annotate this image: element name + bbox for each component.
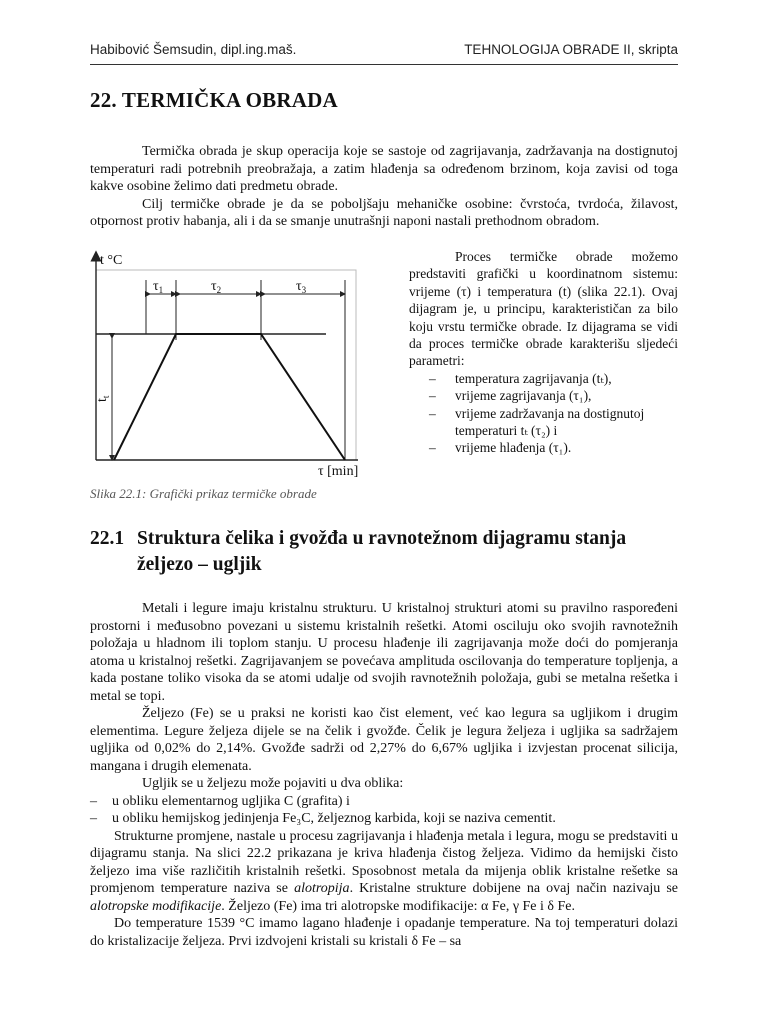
- tau2-label: τ: [211, 279, 217, 294]
- svg-text:τ1: [153, 279, 163, 295]
- body-text: [90, 600, 678, 950]
- list-item: – u obliku hemijskog jedinjenja Fe₃C, željeznog karbida, koji se naziva cementit.: [90, 810, 678, 828]
- list-item: – u obliku elementarnog ugljika C (grafita) i: [90, 793, 678, 811]
- heat-treatment-diagram: [90, 250, 390, 510]
- svg-text:τ3: [296, 279, 307, 295]
- body-paragraph-1: Metali i legure imaju kristalnu strukturu. U kristalnoj strukturi atomi su pravilno raspoređeni prostorni i međusobno povezani u sistemu kristalnih rešetki. Atomi osciluju oko svojih ravnotežnih položaja u hladnom ili toplom stanju. U procesu hlađenje ili zagrijavanja može doći do pomjeranja atoma u kristalnoj rešetki. Zagrijavanjem se povećava amplituda oscilovanja do temperature topljenja, a kada postane toliko visoka da se atomi udalje od svojih ravnotežnih položaja, gubi se metalna rešetka i metal se topi.: [90, 601, 678, 704]
- t-sub: t: [101, 395, 111, 399]
- tau3-sub: 3: [301, 285, 307, 295]
- section-title: 22. TERMIČKA OBRADA: [90, 88, 338, 112]
- body-paragraph-2: Željezo (Fe) se u praksi ne koristi kao čist element, već kao legura sa ugljikom i drugim elementima. Legure željeza dijele se na čelik i gvožđe. Čelik je legura željeza i ugljika sa sadržajem ugljika od 0,02% do 2,14%. Gvožđe sadrži od 2,27% do 6,67% ugljika i izvjestan procenat silicija, mangana i drugih elemenata.: [90, 706, 678, 774]
- header-author: Habibović Šemsudin, dipl.ing.maš.: [90, 42, 297, 57]
- header-title: TEHNOLOGIJA OBRADE II, skripta: [464, 42, 678, 57]
- list-item: – temperatura zagrijavanja (tₜ),: [409, 370, 678, 387]
- term-alotropske-modifikacije: alotropske modifikacije: [90, 898, 222, 914]
- figure-caption: Slika 22.1: Grafički prikaz termičke obrade: [90, 486, 317, 501]
- header-divider: [90, 64, 678, 65]
- subsection-number: 22.1: [90, 528, 125, 549]
- diagram-svg: [90, 250, 390, 490]
- intro-paragraph-1: Termička obrada je skup operacija koje se sastoje od zagrijavanja, zadržavanja na dostignutoj temperaturi radi potrebnih preobražaja, a zatim hlađenja sa određenom brzinom, koja zavisi od toga kakve osobine želimo dati predmetu obrade.: [90, 144, 678, 194]
- tau1-sub: 1: [158, 285, 164, 295]
- tau3-label: τ: [296, 279, 302, 294]
- body-p4-part-a: Strukturne promjene, nastale u procesu zagrijavanja i hlađenja metala i legura, mogu se predstaviti u dijagramu stanja. Na slici 22.2 prikazana je kriva hlađenja čistog željeza. Vidimo da hemijski čisto željezo ima više različitih kristalnih rešetki. Sposobnost metala da mijenja oblik kristalne rešetke sa promjenom temperature naziva se: [90, 828, 678, 896]
- intro-text: [90, 143, 678, 231]
- body-paragraph-5: Do temperature 1539 °C imamo lagano hlađenje i opadanje temperature. Na toj temperaturi dolazi do kristalizacije željeza. Prvi izdvojeni kristali su kristali δ Fe – sa: [90, 916, 678, 949]
- intro-paragraph-2: Cilj termičke obrade je da se poboljšaju mehaničke osobine: čvrstoća, tvrdoća, žilavost, otpornost protiv habanja, ali i da se smanje unutrašnji naponi nastali prethodnom obradom.: [90, 196, 678, 229]
- term-alotropija: alotropija: [294, 881, 350, 896]
- list-item: – vrijeme hlađenja (τ₁).: [409, 439, 678, 456]
- body-paragraph-3: Ugljik se u željezu može pojaviti u dva oblika:: [142, 776, 404, 791]
- list-item: – vrijeme zagrijavanja (τ₁),: [409, 387, 678, 404]
- body-p4-part-b: . Kristalne strukture dobijene na ovaj način nazivaju se: [349, 881, 678, 896]
- side-paragraph: Proces termičke obrade možemo predstaviti grafički u koordinatnom sistemu: vrijeme (τ) i temperatura (t) (slika 22.1). Ovaj dijagram je, u principu, karakterističan za bilo koju vrstu termičke obrade. Iz dijagrama se vidi da proces termičke obrade karakterišu sljedeći parametri:: [409, 249, 678, 369]
- page-header: [90, 42, 678, 57]
- t-label: t: [95, 398, 110, 402]
- diagram-frame: [96, 270, 356, 460]
- parameter-list: [409, 370, 678, 457]
- document-page: [90, 0, 678, 1024]
- svg-text:τ2: [211, 279, 221, 295]
- svg-text:tt: [95, 395, 111, 402]
- carbon-forms-list: [90, 793, 678, 828]
- subsection-title: [90, 526, 678, 578]
- process-curve: [114, 334, 345, 460]
- tau2-sub: 2: [216, 285, 222, 295]
- x-axis-label: τ [min]: [318, 464, 359, 479]
- subsection-text: Struktura čelika i gvožđa u ravnotežnom dijagramu stanja željezo – ugljik: [137, 528, 627, 575]
- side-text: [409, 248, 678, 457]
- y-axis-label: t °C: [100, 253, 123, 268]
- tau1-label: τ: [153, 279, 159, 294]
- body-p4-part-c: . Željezo (Fe) ima tri alotropske modifikacije: α Fe, γ Fe i δ Fe.: [221, 898, 575, 914]
- list-item: – vrijeme zadržavanja na dostignutoj temperaturi tₜ (τ₂) i: [409, 405, 678, 440]
- body-paragraph-4: [90, 828, 678, 916]
